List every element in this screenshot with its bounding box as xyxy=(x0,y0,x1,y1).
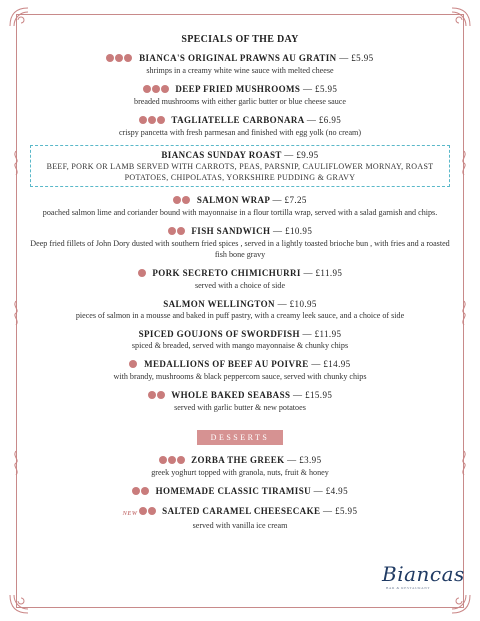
item-price: — £14.95 xyxy=(311,359,351,369)
dietary-icon xyxy=(173,196,181,204)
logo-name: Biancas xyxy=(382,562,465,586)
menu-item xyxy=(30,83,450,107)
dietary-icon xyxy=(168,456,176,464)
dessert-item xyxy=(30,485,450,498)
menu-item xyxy=(30,358,450,382)
item-name: WHOLE BAKED SEABASS xyxy=(171,390,291,400)
item-price: — £7.25 xyxy=(272,195,307,205)
dietary-icon xyxy=(129,360,137,368)
featured-item-box xyxy=(30,145,450,187)
item-description: poached salmon lime and coriander bound with mayonnaise in a flour tortilla wrap, served with a salad garnish and chips. xyxy=(42,208,438,217)
item-description: served with garlic butter & new potatoes xyxy=(174,403,306,412)
item-price: — £11.95 xyxy=(303,268,343,278)
dessert-item xyxy=(30,505,450,531)
corner-ornament-icon xyxy=(450,6,472,28)
logo-tagline: BAR & RESTAURANT xyxy=(386,586,431,590)
item-price: — £11.95 xyxy=(302,329,342,339)
item-description: Deep fried fillets of John Dory dusted with southern fried spices , served in a lightly toasted brioche bun , with fries and a roasted fish bone gravy xyxy=(30,239,450,259)
corner-ornament-icon xyxy=(450,593,472,615)
dietary-icon xyxy=(161,85,169,93)
corner-ornament-icon xyxy=(8,593,30,615)
dietary-icons xyxy=(159,455,186,467)
side-ornament-icon xyxy=(11,300,21,326)
item-description: served with a choice of side xyxy=(194,281,286,290)
item-price: — £5.95 xyxy=(323,506,358,516)
dietary-icons xyxy=(132,486,150,498)
dietary-icon xyxy=(132,487,140,495)
dietary-icons xyxy=(139,115,166,127)
item-description: greek yoghurt topped with granola, nuts, fruit & honey xyxy=(151,468,329,477)
dietary-icons xyxy=(168,226,186,238)
dietary-icon xyxy=(143,85,151,93)
dietary-icon xyxy=(157,116,165,124)
item-name: TAGLIATELLE CARBONARA xyxy=(171,115,305,125)
item-description: with brandy, mushrooms & black peppercorn sauce, served with chunky chips xyxy=(113,372,367,381)
item-price: — £10.95 xyxy=(277,299,317,309)
dietary-icon xyxy=(182,196,190,204)
item-price: — £4.95 xyxy=(313,486,348,496)
dietary-icon xyxy=(124,54,132,62)
dietary-icon xyxy=(152,85,160,93)
desserts-label: DESSERTS xyxy=(197,430,284,445)
menu-item xyxy=(30,328,450,351)
dietary-icons xyxy=(138,268,147,280)
menu-item xyxy=(30,298,450,321)
dietary-icons xyxy=(143,84,170,96)
item-description: breaded mushrooms with either garlic butter or blue cheese sauce xyxy=(134,97,346,106)
dietary-icon xyxy=(139,116,147,124)
dietary-icon xyxy=(138,269,146,277)
menu-content xyxy=(30,34,450,538)
menu-item xyxy=(30,267,450,291)
item-description: spiced & breaded, served with mango mayonnaise & chunky chips xyxy=(131,341,349,350)
dietary-icons xyxy=(123,506,157,520)
item-name: PORK SECRETO CHIMICHURRI xyxy=(152,268,301,278)
dietary-icons xyxy=(148,390,166,402)
item-price: — £9.95 xyxy=(284,150,319,160)
side-ornament-icon xyxy=(459,150,469,176)
item-price: — £5.95 xyxy=(339,53,374,63)
dietary-icon xyxy=(157,391,165,399)
menu-item xyxy=(30,194,450,218)
item-price: — £6.95 xyxy=(306,115,342,125)
item-price: — £3.95 xyxy=(287,455,322,465)
item-description: crispy pancetta with fresh parmesan and finished with egg yolk (no cream) xyxy=(118,128,362,137)
item-price: — £10.95 xyxy=(273,226,313,236)
menu-item xyxy=(30,52,450,76)
side-ornament-icon xyxy=(11,450,21,476)
dietary-icons xyxy=(129,359,138,371)
side-ornament-icon xyxy=(459,450,469,476)
item-name: SALMON WRAP xyxy=(196,195,270,205)
dietary-icon xyxy=(159,456,167,464)
dessert-item xyxy=(30,454,450,478)
item-description: served with vanilla ice cream xyxy=(192,521,288,530)
item-description: shrimps in a creamy white wine sauce with melted cheese xyxy=(146,66,334,75)
item-name: MEDALLIONS OF BEEF AU POIVRE xyxy=(144,359,309,369)
dietary-icon xyxy=(148,391,156,399)
item-name: BIANCA'S ORIGINAL PRAWNS AU GRATIN xyxy=(139,53,337,63)
menu-item xyxy=(30,225,450,260)
dietary-icon xyxy=(148,116,156,124)
dietary-icon xyxy=(106,54,114,62)
dietary-icon xyxy=(148,507,156,515)
item-name: SALTED CARAMEL CHEESECAKE xyxy=(162,506,321,516)
desserts-header xyxy=(30,427,450,445)
corner-ornament-icon xyxy=(8,6,30,28)
menu-item xyxy=(30,114,450,138)
dietary-icons xyxy=(173,195,191,207)
dietary-icon xyxy=(177,227,185,235)
dietary-icon xyxy=(177,456,185,464)
dietary-icon xyxy=(139,507,147,515)
menu-item xyxy=(30,389,450,413)
side-ornament-icon xyxy=(459,300,469,326)
item-name: ZORBA THE GREEK xyxy=(191,455,285,465)
item-description: pieces of salmon in a mousse and baked in puff pastry, with a creamy leek sauce, and a choice of side xyxy=(75,311,405,320)
item-name: DEEP FRIED MUSHROOMS xyxy=(175,84,301,94)
restaurant-logo xyxy=(378,562,465,592)
dietary-icons xyxy=(106,53,133,65)
item-description: BEEF, PORK OR LAMB SERVED WITH CARROTS, PEAS, PARSNIP, CAULIFLOWER MORNAY, ROAST POTATOES, CHIPOLATAS, YORKSHIRE PUDDING & GRAVY xyxy=(46,162,434,182)
item-name: BIANCAS SUNDAY ROAST xyxy=(161,150,282,160)
side-ornament-icon xyxy=(11,150,21,176)
menu-heading: SPECIALS OF THE DAY xyxy=(181,34,299,45)
dietary-icon xyxy=(168,227,176,235)
dietary-icon xyxy=(115,54,123,62)
item-name: SALMON WELLINGTON xyxy=(163,299,275,309)
item-name: SPICED GOUJONS OF SWORDFISH xyxy=(138,329,300,339)
item-price: — £15.95 xyxy=(293,390,333,400)
new-badge-icon: NEW xyxy=(122,511,138,517)
item-name: FISH SANDWICH xyxy=(191,226,271,236)
item-name: HOMEMADE CLASSIC TIRAMISU xyxy=(155,486,312,496)
item-price: — £5.95 xyxy=(303,84,338,94)
dietary-icon xyxy=(141,487,149,495)
